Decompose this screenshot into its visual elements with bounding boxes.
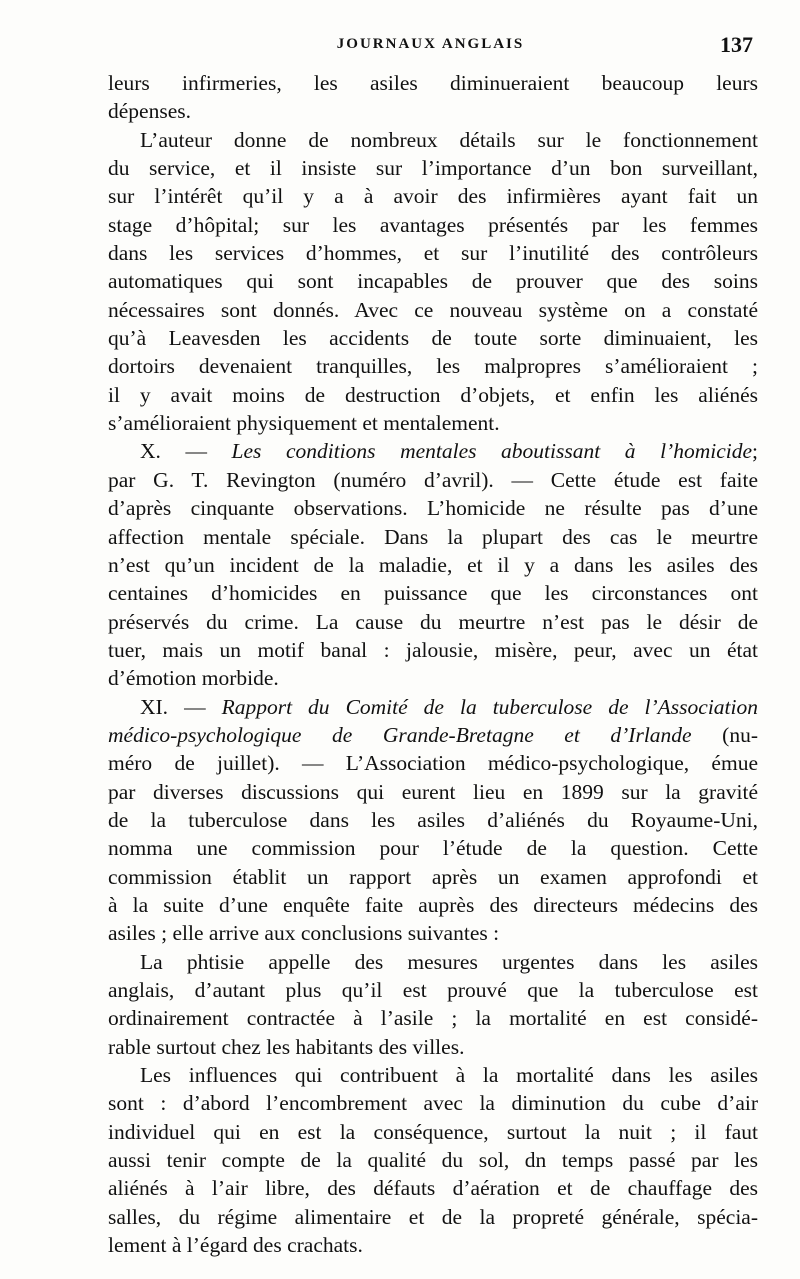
text-line: ordinairement contractée à l’asile ; la mortalité en est considé-	[108, 1006, 758, 1031]
text-line: centaines d’homicides en puissance que les circonstances ont	[108, 581, 758, 606]
text-line: salles, du régime alimentaire et de la propreté générale, spécia-	[108, 1204, 758, 1229]
text-line: méro de juillet). — L’Association médico-psychologique, émue	[108, 751, 758, 776]
text-fragment: (nu-	[691, 722, 758, 747]
section-title-continued: médico-psychologique de Grande-Bretagne et d’Irlande	[108, 722, 692, 747]
text-line: qu’à Leavesden les accidents de toute sorte diminuaient, les	[108, 326, 758, 351]
text-line: automatiques qui sont incapables de prouver que des soins	[108, 269, 758, 294]
section-title: Rapport du Comité de la tuberculose de l’Association	[221, 694, 758, 719]
text-line: s’amélioraient physiquement et mentalement.	[108, 411, 500, 436]
text-line: commission établit un rapport après un examen approfondi et	[108, 864, 758, 889]
text-line: aliénés à l’air libre, des défauts d’aération et de chauffage des	[108, 1176, 758, 1201]
section-heading-line	[108, 721, 758, 749]
text-line: de la tuberculose dans les asiles d’aliénés du Royaume-Uni,	[108, 807, 758, 832]
text-line: du service, et il insiste sur l’importance d’un bon surveillant,	[108, 156, 758, 181]
text-line: anglais, d’autant plus qu’il est prouvé que la tuberculose est	[108, 978, 758, 1002]
text-line: La phtisie appelle des mesures urgentes dans les asiles	[140, 949, 758, 974]
text-line: par diverses discussions qui eurent lieu en 1899 sur la gravité	[108, 779, 758, 804]
text-line: individuel qui en est la conséquence, surtout la nuit ; il faut	[108, 1119, 758, 1144]
section-number: X. —	[140, 439, 232, 464]
text-line: Les influences qui contribuent à la mortalité dans les asiles	[140, 1063, 758, 1088]
text-line: dans les services d’hommes, et sur l’inutilité des contrôleurs	[108, 241, 758, 266]
section-heading-line	[108, 693, 758, 721]
text-line: dépenses.	[108, 99, 191, 124]
text-line: nécessaires sont donnés. Avec ce nouveau système on a constaté	[108, 297, 758, 322]
text-line: d’après cinquante observations. L’homicide ne résulte pas d’une	[108, 496, 758, 521]
text-line: tuer, mais un motif banal : jalousie, misère, peur, avec un état	[108, 637, 758, 662]
text-line: préservés du crime. La cause du meurtre n’est pas le désir de	[108, 609, 758, 634]
text-line: il y avait moins de destruction d’objets, et enfin les aliénés	[108, 382, 758, 407]
text-line: par G. T. Revington (numéro d’avril). — Cette étude est faite	[108, 467, 758, 492]
text-line: L’auteur donne de nombreux détails sur le fonctionnement	[140, 127, 758, 152]
section-number: XI. —	[140, 694, 222, 719]
text-line: lement à l’égard des crachats.	[108, 1233, 363, 1258]
section-heading-line	[108, 437, 758, 465]
body-text	[108, 69, 758, 1259]
text-line: sont : d’abord l’encombrement avec la diminution du cube d’air	[108, 1091, 758, 1116]
text-line: à la suite d’une enquête faite auprès des directeurs médecins des	[108, 892, 758, 917]
text-line: stage d’hôpital; sur les avantages présentés par les femmes	[108, 212, 758, 237]
text-line: sur l’intérêt qu’il y a à avoir des infirmières ayant fait un	[108, 184, 758, 209]
text-line: d’émotion morbide.	[108, 666, 279, 691]
text-line: n’est qu’un incident de la maladie, et il y a dans les asiles des	[108, 552, 758, 577]
text-line: leurs infirmeries, les asiles diminueraient beaucoup leurs	[108, 71, 758, 95]
running-head	[108, 32, 753, 62]
text-line: rable surtout chez les habitants des villes.	[108, 1034, 465, 1059]
running-title: JOURNAUX ANGLAIS	[336, 36, 525, 52]
text-line: nomma une commission pour l’étude de la question. Cette	[108, 836, 758, 861]
section-title: Les conditions mentales aboutissant à l’homicide	[231, 439, 753, 464]
text-line: dortoirs devenaient tranquilles, les malpropres s’amélioraient ;	[108, 354, 758, 379]
text-line: aussi tenir compte de la qualité du sol, dn temps passé par les	[108, 1148, 758, 1173]
text-line: affection mentale spéciale. Dans la plupart des cas le meurtre	[108, 524, 758, 549]
page-number: 137	[720, 32, 753, 57]
punctuation: ;	[752, 439, 758, 464]
text-line: asiles ; elle arrive aux conclusions suivantes :	[108, 921, 500, 946]
